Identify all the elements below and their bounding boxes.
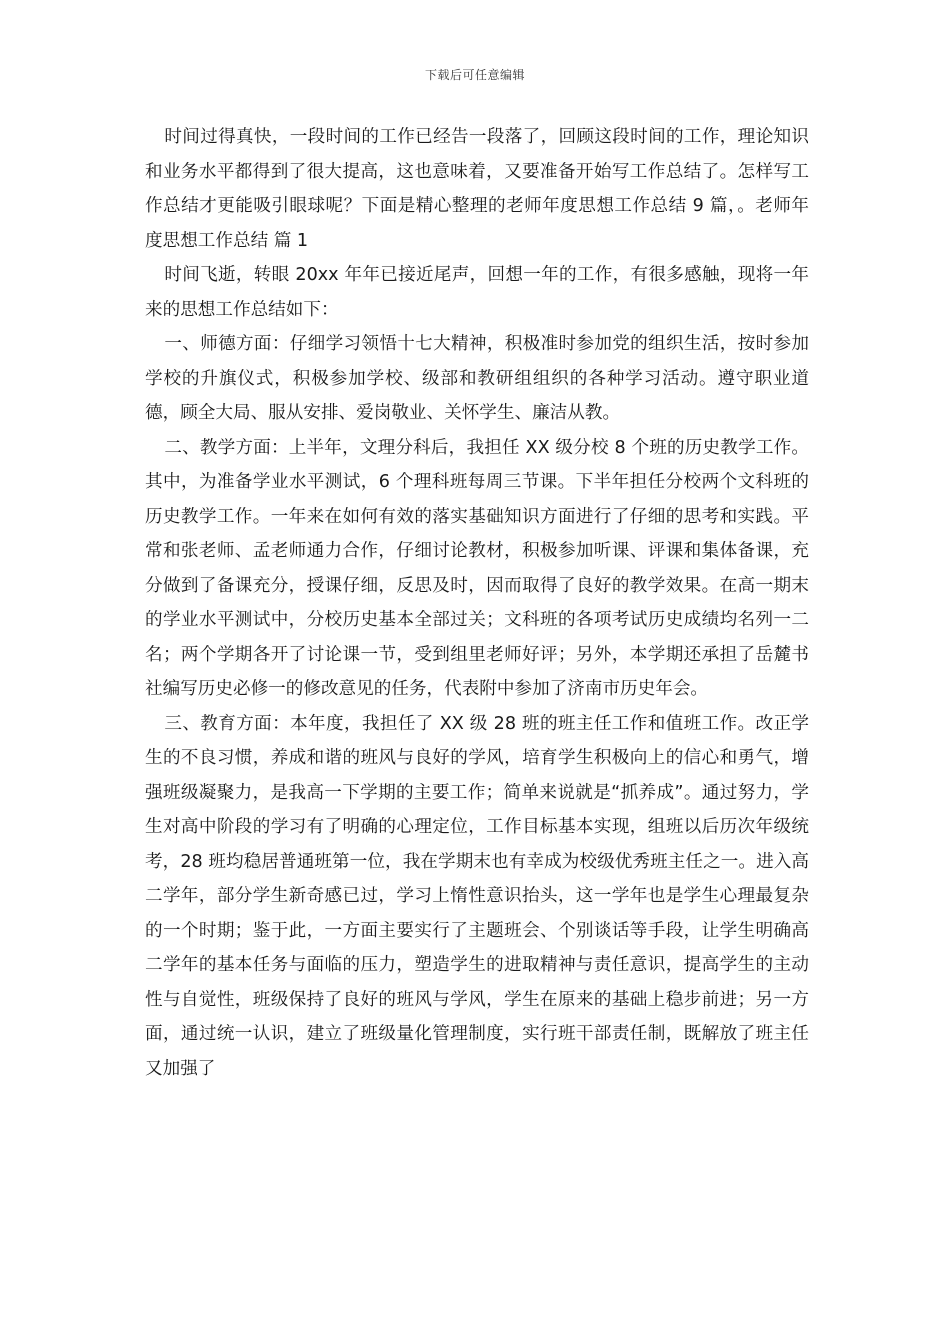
document-body bbox=[145, 120, 809, 1086]
ethics-paragraph: 一、师德方面：仔细学习领悟十七大精神，积极准时参加党的组织生活，按时参加学校的升旗仪式，积极参加学校、级部和教研组组织的各种学习活动。遵守职业道德，顾全大局、服从安排、爱岗敬业、关怀学生、廉洁从教。 bbox=[145, 334, 809, 423]
page-header: 下载后可任意编辑 bbox=[424, 68, 525, 82]
education-paragraph: 三、教育方面：本年度，我担任了 XX 级 28 班的班主任工作和值班工作。改正学生的不良习惯，养成和谐的班风与良好的学风，培育学生积极向上的信心和勇气，增强班级凝聚力，是我高一下学期的主要工作；简单来说就是“抓养成”。通过努力，学生对高中阶段的学习有了明确的心理定位，工作目标基本实现，组班以后历次年级统考，28 班均稳居普通班第一位，我在学期末也有幸成为校级优秀班主任之一。进入高二学年，部分学生新奇感已过，学习上惰性意识抬头，这一学年也是学生心理最复杂的一个时期；鉴于此，一方面主要实行了主题班会、个别谈话等手段，让学生明确高二学年的基本任务与面临的压力，塑造学生的进取精神与责任意识，提高学生的主动性与自觉性，班级保持了良好的班风与学风，学生在原来的基础上稳步前进；另一方面，通过统一认识，建立了班级量化管理制度，实行班干部责任制，既解放了班主任又加强了 bbox=[145, 713, 809, 1079]
teaching-paragraph: 二、教学方面：上半年，文理分科后，我担任 XX 级分校 8 个班的历史教学工作。其中，为准备学业水平测试，6 个理科班每周三节课。下半年担任分校两个文科班的历史教学工作。一年来在如何有效的落实基础知识方面进行了仔细的思考和实践。平常和张老师、孟老师通力合作，仔细讨论教材，积极参加听课、评课和集体备课，充分做到了备课充分，授课仔细，反思及时，因而取得了良好的教学效果。在高一期末的学业水平测试中，分校历史基本全部过关；文科班的各项考试历史成绩均名列一二名；两个学期各开了讨论课一节，受到组里老师好评；另外，本学期还承担了岳麓书社编写历史必修一的修改意见的任务，代表附中参加了济南市历史年会。 bbox=[145, 437, 809, 699]
summary-intro-paragraph: 时间飞逝，转眼 20xx 年年已接近尾声，回想一年的工作，有很多感触，现将一年来的思想工作总结如下： bbox=[145, 265, 809, 320]
intro-paragraph: 时间过得真快，一段时间的工作已经告一段落了，回顾这段时间的工作，理论知识和业务水平都得到了很大提高，这也意味着，又要准备开始写工作总结了。怎样写工作总结才更能吸引眼球呢？下面是精心整理的老师年度思想工作总结 9 篇，。老师年度思想工作总结 篇 1 bbox=[145, 127, 809, 251]
